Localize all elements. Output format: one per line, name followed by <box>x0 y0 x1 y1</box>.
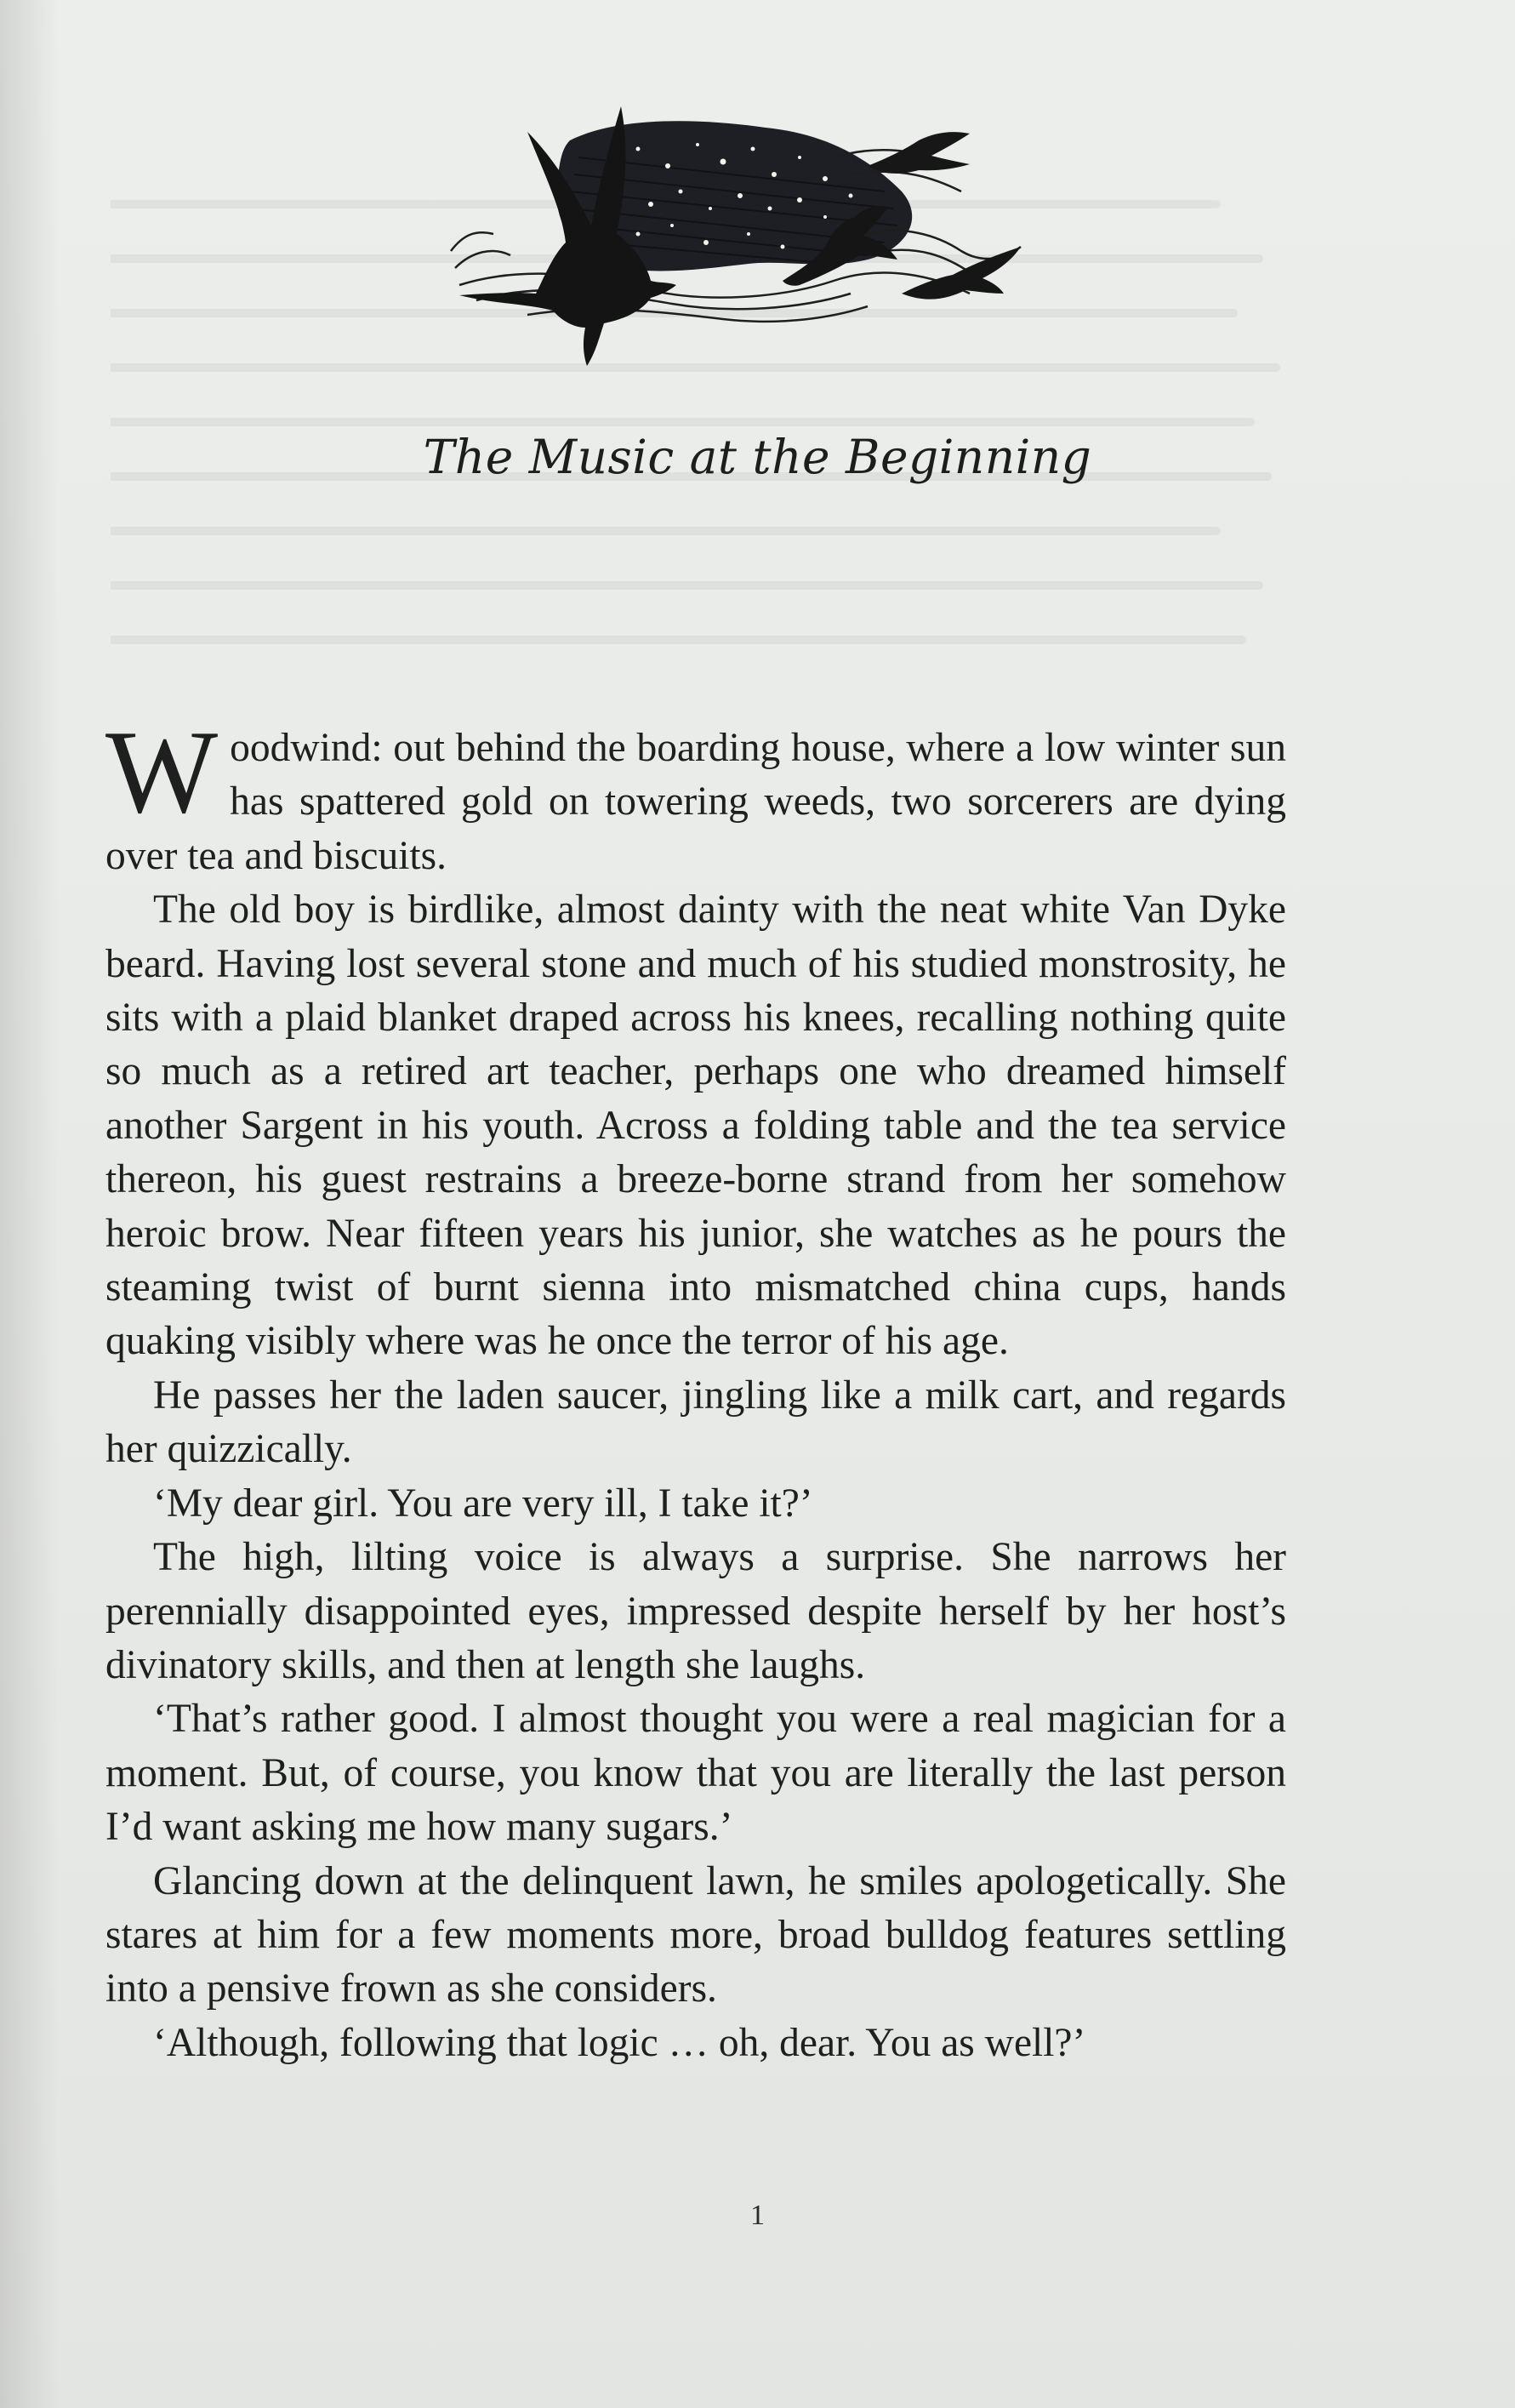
paragraph-2: The old boy is birdlike, almost dainty with the neat white Van Dyke beard. Having lost several stone and much of his studied monstrosity, he sits with a plaid blanket draped across his knees, recalling nothing quite so much as a retired art teacher, perhaps one who dreamed himself another Sargent in his youth. Across a folding table and the tea service thereon, his guest restrains a breeze-borne strand from her somehow heroic brow. Near fifteen years his junior, she watches as he pours the steaming twist of burnt sienna into mismatched china cups, hands quaking visibly where was he once the terror of his age. <box>105 887 1286 1364</box>
paragraph-5: The high, lilting voice is always a surprise. She narrows her perennially disappointed eyes, impressed despite herself by her host’s divinatory skills, and then at length she laughs. <box>105 1535 1286 1687</box>
drop-cap: W <box>105 706 219 838</box>
paragraph-3: He passes her the laden saucer, jingling like a milk cart, and regards her quizzically. <box>105 1372 1286 1472</box>
paragraph-1-text: oodwind: out behind the boarding house, where a low winter sun has spattered gold on towering weeds, two sorcerers are dying over tea and biscuits. <box>105 726 1286 878</box>
paragraph-4: ‘My dear girl. You are very ill, I take it?’ <box>153 1481 813 1526</box>
paragraph-1 <box>105 706 1286 883</box>
paragraph-8: ‘Although, following that logic … oh, dear. You as well?’ <box>153 2020 1086 2065</box>
body-text <box>105 706 1286 2070</box>
chapter-title: The Music at the Beginning <box>423 430 1092 484</box>
paragraph-7: Glancing down at the delinquent lawn, he smiles apologetically. She stares at him for a few moments more, broad bulldog features settling into a pensive frown as she considers. <box>105 1858 1286 2011</box>
paragraph-6: ‘That’s rather good. I almost thought you were a real magician for a moment. But, of course, you know that you are literally the last person I’d want asking me how many sugars.’ <box>105 1697 1286 1850</box>
page-number: 1 <box>750 2200 765 2231</box>
ravens-night-sky-vignette <box>425 81 1055 379</box>
